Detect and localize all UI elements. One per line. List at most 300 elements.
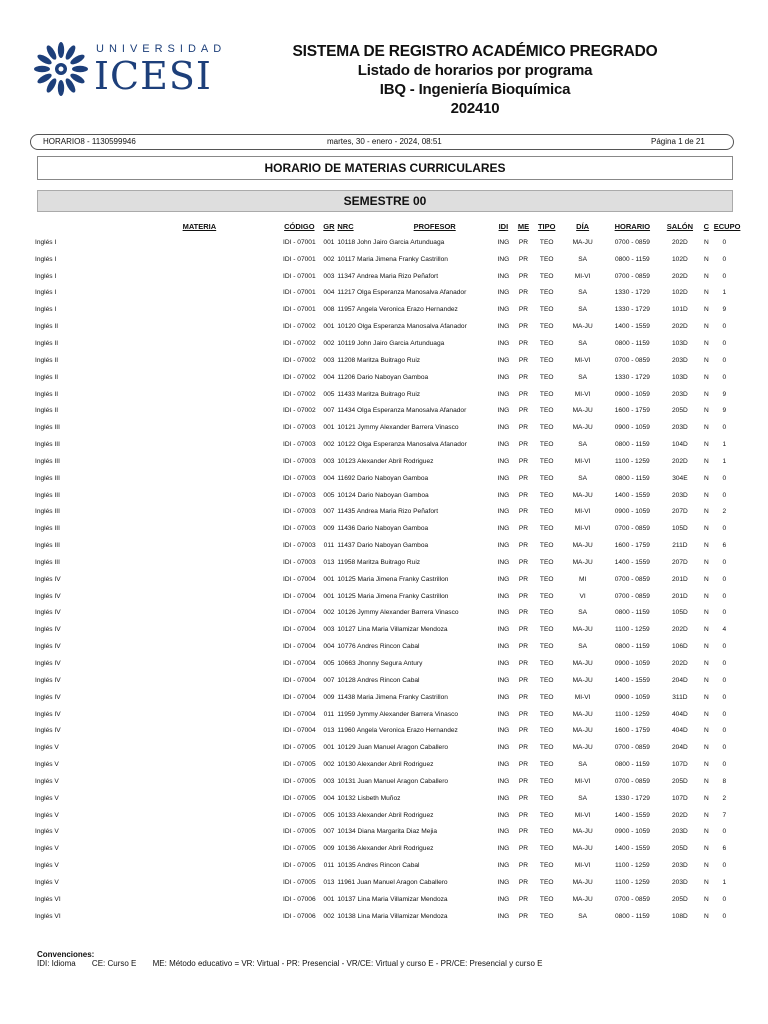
cell-dia: SA — [578, 609, 588, 617]
cell-salon: 103D — [672, 373, 688, 381]
cell-dia: MA-JU — [572, 710, 593, 718]
cell-codigo: IDI - 07006 — [283, 912, 316, 920]
cell-codigo: IDI - 07002 — [283, 373, 316, 381]
table-row — [35, 251, 735, 268]
cell-gr: 005 — [323, 811, 335, 819]
cell-dia: SA — [578, 643, 588, 651]
cell-nrc-profesor: 11438 Maria Jimena Franky Castrillon — [337, 693, 448, 701]
cell-cupo: 0 — [722, 660, 727, 668]
table-row — [35, 638, 735, 655]
cell-nrc-profesor: 11957 Angela Veronica Erazo Hernandez — [337, 306, 458, 314]
cell-materia: Inglés V — [35, 828, 59, 836]
semester-title: SEMESTRE 00 — [37, 190, 733, 212]
section-title: HORARIO DE MATERIAS CURRICULARES — [37, 156, 733, 180]
cell-nrc-profesor: 10132 Lisbeth Muñoz — [337, 794, 401, 802]
table-row — [35, 520, 735, 537]
cell-ce: N — [703, 609, 709, 617]
cell-me: PR — [518, 238, 529, 246]
cell-idi: ING — [497, 424, 510, 432]
cell-nrc-profesor: 10134 Diana Margarita Diaz Mejia — [337, 828, 438, 836]
cell-ce: N — [703, 626, 709, 634]
cell-materia: Inglés V — [35, 744, 59, 752]
cell-codigo: IDI - 07001 — [283, 238, 316, 246]
cell-ce: N — [703, 558, 709, 566]
cell-nrc-profesor: 10130 Alexander Abril Rodriguez — [337, 761, 434, 769]
cell-idi: ING — [497, 255, 510, 263]
cell-salon: 205D — [672, 845, 688, 853]
cell-idi: ING — [497, 744, 510, 752]
cell-horario: 0900 - 1059 — [614, 828, 650, 836]
cell-ce: N — [703, 238, 709, 246]
cell-me: PR — [518, 542, 529, 550]
cell-materia: Inglés I — [35, 306, 57, 314]
cell-horario: 1600 - 1759 — [614, 727, 650, 735]
table-row — [35, 369, 735, 386]
cell-idi: ING — [497, 525, 510, 533]
cell-gr: 002 — [323, 255, 335, 263]
cell-cupo: 0 — [722, 255, 727, 263]
cell-codigo: IDI - 07005 — [283, 811, 316, 819]
table-row — [35, 773, 735, 790]
table-row — [35, 908, 735, 925]
table-row — [35, 470, 735, 487]
cell-me: PR — [518, 575, 529, 583]
cell-cupo: 0 — [722, 727, 727, 735]
cell-horario: 1330 - 1729 — [614, 794, 650, 802]
cell-tipo: TEO — [539, 407, 554, 415]
cell-me: PR — [518, 491, 529, 499]
col-idi: IDI — [498, 221, 509, 231]
report-id: HORARIO8 - 1130599946 — [43, 137, 136, 146]
cell-gr: 009 — [323, 693, 335, 701]
cell-horario: 0700 - 0859 — [614, 525, 650, 533]
cell-idi: ING — [497, 339, 510, 347]
cell-tipo: TEO — [539, 626, 554, 634]
cell-horario: 0700 - 0859 — [614, 575, 650, 583]
cell-nrc-profesor: 11960 Angela Veronica Erazo Hernandez — [337, 727, 458, 735]
cell-dia: SA — [578, 761, 588, 769]
cell-materia: Inglés I — [35, 272, 57, 280]
cell-ce: N — [703, 323, 709, 331]
cell-ce: N — [703, 727, 709, 735]
cell-me: PR — [518, 407, 529, 415]
cell-cupo: 9 — [722, 407, 727, 415]
cell-materia: Inglés III — [35, 491, 60, 499]
cell-ce: N — [703, 356, 709, 364]
cell-salon: 304E — [672, 474, 688, 482]
table-row — [35, 571, 735, 588]
cell-dia: MA-JU — [572, 491, 593, 499]
cell-materia: Inglés II — [35, 373, 59, 381]
cell-nrc-profesor: 11961 Juan Manuel Aragon Caballero — [337, 878, 448, 886]
cell-salon: 203D — [672, 878, 688, 886]
table-row — [35, 487, 735, 504]
cell-me: PR — [518, 373, 529, 381]
col-cupo: ECUPO — [713, 221, 741, 231]
cell-me: PR — [518, 710, 529, 718]
cell-tipo: TEO — [539, 306, 554, 314]
cell-cupo: 0 — [722, 592, 727, 600]
cell-salon: 102D — [672, 255, 688, 263]
cell-cupo: 1 — [722, 457, 727, 465]
cell-ce: N — [703, 339, 709, 347]
cell-tipo: TEO — [539, 272, 554, 280]
cell-salon: 202D — [672, 457, 688, 465]
cell-ce: N — [703, 441, 709, 449]
cell-tipo: TEO — [539, 289, 554, 297]
cell-codigo: IDI - 07003 — [283, 491, 316, 499]
col-ce: C — [703, 221, 710, 231]
cell-materia: Inglés V — [35, 777, 59, 785]
cell-gr: 011 — [323, 542, 335, 550]
cell-ce: N — [703, 575, 709, 583]
cell-dia: MI-VI — [574, 272, 591, 280]
cell-ce: N — [703, 542, 709, 550]
cell-salon: 404D — [672, 710, 688, 718]
cell-idi: ING — [497, 727, 510, 735]
cell-ce: N — [703, 660, 709, 668]
cell-nrc-profesor: 10125 Maria Jimena Franky Castrillon — [337, 592, 449, 600]
page-indicator: Página 1 de 21 — [651, 137, 705, 146]
table-row — [35, 285, 735, 302]
cell-dia: SA — [578, 441, 588, 449]
cell-me: PR — [518, 356, 529, 364]
cell-dia: MI — [578, 575, 587, 583]
cell-dia: MA-JU — [572, 238, 593, 246]
cell-idi: ING — [497, 794, 510, 802]
cell-horario: 0800 - 1159 — [614, 474, 650, 482]
cell-tipo: TEO — [539, 356, 554, 364]
cell-codigo: IDI - 07002 — [283, 339, 316, 347]
cell-tipo: TEO — [539, 777, 554, 785]
cell-tipo: TEO — [539, 811, 554, 819]
cell-codigo: IDI - 07005 — [283, 878, 316, 886]
cell-tipo: TEO — [539, 525, 554, 533]
cell-gr: 004 — [323, 289, 335, 297]
cell-nrc-profesor: 11958 Maritza Buitrago Ruiz — [337, 558, 421, 566]
cell-gr: 003 — [323, 777, 335, 785]
cell-cupo: 0 — [722, 744, 727, 752]
cell-cupo: 0 — [722, 828, 727, 836]
cell-materia: Inglés I — [35, 289, 57, 297]
cell-tipo: TEO — [539, 558, 554, 566]
cell-cupo: 9 — [722, 390, 727, 398]
cell-cupo: 0 — [722, 323, 727, 331]
cell-horario: 1400 - 1559 — [614, 558, 650, 566]
cell-codigo: IDI - 07004 — [283, 676, 316, 684]
col-materia: MATERIA — [182, 221, 217, 231]
table-row — [35, 824, 735, 841]
cell-horario: 1400 - 1559 — [614, 491, 650, 499]
col-dia: DÍA — [576, 221, 590, 231]
logo-university-text: UNIVERSIDAD — [96, 43, 227, 55]
cell-gr: 002 — [323, 609, 335, 617]
cell-cupo: 0 — [722, 676, 727, 684]
cell-codigo: IDI - 07004 — [283, 693, 316, 701]
cell-dia: SA — [578, 373, 588, 381]
cell-horario: 1400 - 1559 — [614, 811, 650, 819]
cell-nrc-profesor: 10119 John Jairo Garcia Artunduaga — [337, 339, 445, 347]
cell-ce: N — [703, 895, 709, 903]
cell-ce: N — [703, 761, 709, 769]
cell-idi: ING — [497, 643, 510, 651]
cell-cupo: 0 — [722, 373, 727, 381]
cell-dia: MA-JU — [572, 828, 593, 836]
cell-dia: MA-JU — [572, 845, 593, 853]
cell-tipo: TEO — [539, 339, 554, 347]
cell-me: PR — [518, 390, 529, 398]
cell-me: PR — [518, 592, 529, 600]
cell-gr: 001 — [323, 895, 335, 903]
cell-ce: N — [703, 744, 709, 752]
cell-idi: ING — [497, 575, 510, 583]
cell-gr: 007 — [323, 828, 335, 836]
cell-horario: 0900 - 1059 — [614, 693, 650, 701]
cell-horario: 1330 - 1729 — [614, 373, 650, 381]
cell-idi: ING — [497, 491, 510, 499]
cell-horario: 0900 - 1059 — [614, 508, 650, 516]
cell-gr: 005 — [323, 491, 335, 499]
cell-materia: Inglés IV — [35, 643, 61, 651]
cell-tipo: TEO — [539, 575, 554, 583]
cell-ce: N — [703, 845, 709, 853]
cell-idi: ING — [497, 592, 510, 600]
cell-nrc-profesor: 11206 Dario Naboyan Gamboa — [337, 373, 429, 381]
cell-tipo: TEO — [539, 474, 554, 482]
cell-materia: Inglés IV — [35, 609, 61, 617]
cell-ce: N — [703, 525, 709, 533]
cell-gr: 004 — [323, 794, 335, 802]
university-seal-icon — [32, 40, 90, 98]
table-row — [35, 655, 735, 672]
cell-materia: Inglés III — [35, 558, 60, 566]
cell-cupo: 2 — [722, 794, 727, 802]
cell-nrc-profesor: 10663 Jhonny Segura Antury — [337, 660, 423, 668]
cell-materia: Inglés VI — [35, 895, 61, 903]
cell-nrc-profesor: 11436 Dario Naboyan Gamboa — [337, 525, 429, 533]
cell-me: PR — [518, 441, 529, 449]
cell-idi: ING — [497, 558, 510, 566]
cell-nrc-profesor: 11433 Maritza Buitrago Ruiz — [337, 390, 421, 398]
cell-cupo: 0 — [722, 474, 727, 482]
table-row — [35, 706, 735, 723]
cell-tipo: TEO — [539, 542, 554, 550]
cell-codigo: IDI - 07005 — [283, 862, 316, 870]
cell-nrc-profesor: 10131 Juan Manuel Aragon Caballero — [337, 777, 449, 785]
cell-gr: 007 — [323, 508, 335, 516]
cell-horario: 1100 - 1259 — [614, 878, 650, 886]
cell-codigo: IDI - 07003 — [283, 424, 316, 432]
cell-materia: Inglés II — [35, 407, 59, 415]
cell-idi: ING — [497, 289, 510, 297]
cell-dia: MA-JU — [572, 323, 593, 331]
cell-horario: 0800 - 1159 — [614, 441, 650, 449]
cell-materia: Inglés I — [35, 238, 57, 246]
cell-cupo: 6 — [722, 542, 727, 550]
cell-gr: 004 — [323, 373, 335, 381]
cell-horario: 0800 - 1159 — [614, 761, 650, 769]
cell-dia: MI-VI — [574, 525, 591, 533]
table-row — [35, 621, 735, 638]
cell-idi: ING — [497, 761, 510, 769]
cell-idi: ING — [497, 272, 510, 280]
table-row — [35, 588, 735, 605]
cell-salon: 201D — [672, 575, 688, 583]
cell-horario: 0800 - 1159 — [614, 339, 650, 347]
cell-ce: N — [703, 407, 709, 415]
cell-me: PR — [518, 845, 529, 853]
cell-dia: MA-JU — [572, 424, 593, 432]
cell-salon: 203D — [672, 862, 688, 870]
cell-nrc-profesor: 10122 Olga Esperanza Manosalva Afanador — [337, 441, 467, 449]
cell-me: PR — [518, 811, 529, 819]
cell-codigo: IDI - 07005 — [283, 828, 316, 836]
cell-me: PR — [518, 878, 529, 886]
cell-horario: 1100 - 1259 — [614, 710, 650, 718]
cell-dia: MA-JU — [572, 626, 593, 634]
cell-idi: ING — [497, 811, 510, 819]
cell-horario: 1330 - 1729 — [614, 289, 650, 297]
cell-gr: 007 — [323, 676, 335, 684]
cell-me: PR — [518, 474, 529, 482]
cell-materia: Inglés V — [35, 811, 59, 819]
table-row — [35, 301, 735, 318]
cell-gr: 003 — [323, 457, 335, 465]
cell-nrc-profesor: 11437 Dario Naboyan Gamboa — [337, 542, 429, 550]
cell-cupo: 0 — [722, 491, 727, 499]
cell-codigo: IDI - 07003 — [283, 457, 316, 465]
cell-nrc-profesor: 11347 Andrea Maria Rizo Peñafort — [337, 272, 439, 280]
cell-gr: 004 — [323, 643, 335, 651]
cell-cupo: 1 — [722, 441, 727, 449]
cell-cupo: 1 — [722, 289, 727, 297]
cell-cupo: 0 — [722, 912, 727, 920]
cell-tipo: TEO — [539, 508, 554, 516]
cell-me: PR — [518, 794, 529, 802]
table-row — [35, 318, 735, 335]
cell-horario: 1100 - 1259 — [614, 626, 650, 634]
cell-cupo: 0 — [722, 339, 727, 347]
cell-tipo: TEO — [539, 693, 554, 701]
cell-me: PR — [518, 761, 529, 769]
cell-materia: Inglés III — [35, 508, 60, 516]
cell-gr: 004 — [323, 474, 335, 482]
cell-idi: ING — [497, 323, 510, 331]
cell-salon: 108D — [672, 912, 688, 920]
cell-cupo: 6 — [722, 845, 727, 853]
cell-salon: 102D — [672, 289, 688, 297]
cell-codigo: IDI - 07003 — [283, 558, 316, 566]
cell-tipo: TEO — [539, 744, 554, 752]
cell-me: PR — [518, 424, 529, 432]
cell-materia: Inglés III — [35, 542, 60, 550]
cell-me: PR — [518, 272, 529, 280]
table-row — [35, 840, 735, 857]
cell-tipo: TEO — [539, 862, 554, 870]
cell-gr: 013 — [323, 878, 335, 886]
cell-horario: 0800 - 1159 — [614, 912, 650, 920]
cell-dia: MA-JU — [572, 727, 593, 735]
cell-ce: N — [703, 474, 709, 482]
cell-codigo: IDI - 07004 — [283, 660, 316, 668]
cell-dia: SA — [578, 289, 588, 297]
program-name: IBQ - Ingeniería Bioquímica — [379, 81, 571, 98]
cell-materia: Inglés III — [35, 525, 60, 533]
cell-tipo: TEO — [539, 761, 554, 769]
cell-salon: 105D — [672, 525, 688, 533]
cell-gr: 001 — [323, 238, 335, 246]
table-header-row — [35, 218, 735, 234]
cell-horario: 1330 - 1729 — [614, 306, 650, 314]
table-row — [35, 722, 735, 739]
cell-codigo: IDI - 07003 — [283, 441, 316, 449]
cell-gr: 008 — [323, 306, 335, 314]
table-row — [35, 268, 735, 285]
cell-ce: N — [703, 794, 709, 802]
cell-nrc-profesor: 11959 Jymmy Alexander Barrera Vinasco — [337, 710, 459, 718]
table-row — [35, 335, 735, 352]
cell-dia: MA-JU — [572, 542, 593, 550]
cell-cupo: 0 — [722, 575, 727, 583]
table-row — [35, 605, 735, 622]
cell-nrc-profesor: 10136 Alexander Abril Rodriguez — [337, 845, 434, 853]
cell-dia: SA — [578, 794, 588, 802]
cell-materia: Inglés IV — [35, 575, 61, 583]
col-nrc: NRC — [337, 221, 354, 231]
table-row — [35, 689, 735, 706]
university-logo — [32, 40, 227, 100]
cell-materia: Inglés III — [35, 474, 60, 482]
cell-salon: 202D — [672, 323, 688, 331]
cell-horario: 0800 - 1159 — [614, 643, 650, 651]
cell-ce: N — [703, 878, 709, 886]
cell-ce: N — [703, 811, 709, 819]
cell-ce: N — [703, 491, 709, 499]
cell-tipo: TEO — [539, 643, 554, 651]
cell-ce: N — [703, 828, 709, 836]
system-title: SISTEMA DE REGISTRO ACADÉMICO PREGRADO — [292, 43, 658, 60]
cell-idi: ING — [497, 693, 510, 701]
cell-materia: Inglés V — [35, 845, 59, 853]
cell-idi: ING — [497, 508, 510, 516]
cell-cupo: 0 — [722, 862, 727, 870]
cell-ce: N — [703, 255, 709, 263]
cell-codigo: IDI - 07002 — [283, 323, 316, 331]
cell-ce: N — [703, 424, 709, 432]
cell-nrc-profesor: 10129 Juan Manuel Aragon Caballero — [337, 744, 449, 752]
cell-idi: ING — [497, 660, 510, 668]
cell-dia: SA — [578, 306, 588, 314]
cell-me: PR — [518, 558, 529, 566]
cell-dia: MA-JU — [572, 878, 593, 886]
col-horario: HORARIO — [614, 221, 651, 231]
convention-idi: IDI: Idioma — [37, 959, 76, 968]
cell-materia: Inglés VI — [35, 912, 61, 920]
cell-ce: N — [703, 390, 709, 398]
cell-salon: 202D — [672, 272, 688, 280]
cell-idi: ING — [497, 474, 510, 482]
convention-me: ME: Método educativo = VR: Virtual - PR: Presencial - VR/CE: Virtual y curso E - PR/CE: Presencial y curso E — [152, 959, 543, 968]
cell-idi: ING — [497, 441, 510, 449]
convention-ce: CE: Curso E — [91, 959, 137, 968]
cell-materia: Inglés IV — [35, 676, 61, 684]
cell-cupo: 4 — [722, 626, 727, 634]
cell-me: PR — [518, 895, 529, 903]
cell-codigo: IDI - 07003 — [283, 525, 316, 533]
cell-gr: 002 — [323, 339, 335, 347]
cell-nrc-profesor: 10126 Jymmy Alexander Barrera Vinasco — [337, 609, 459, 617]
cell-horario: 1400 - 1559 — [614, 845, 650, 853]
